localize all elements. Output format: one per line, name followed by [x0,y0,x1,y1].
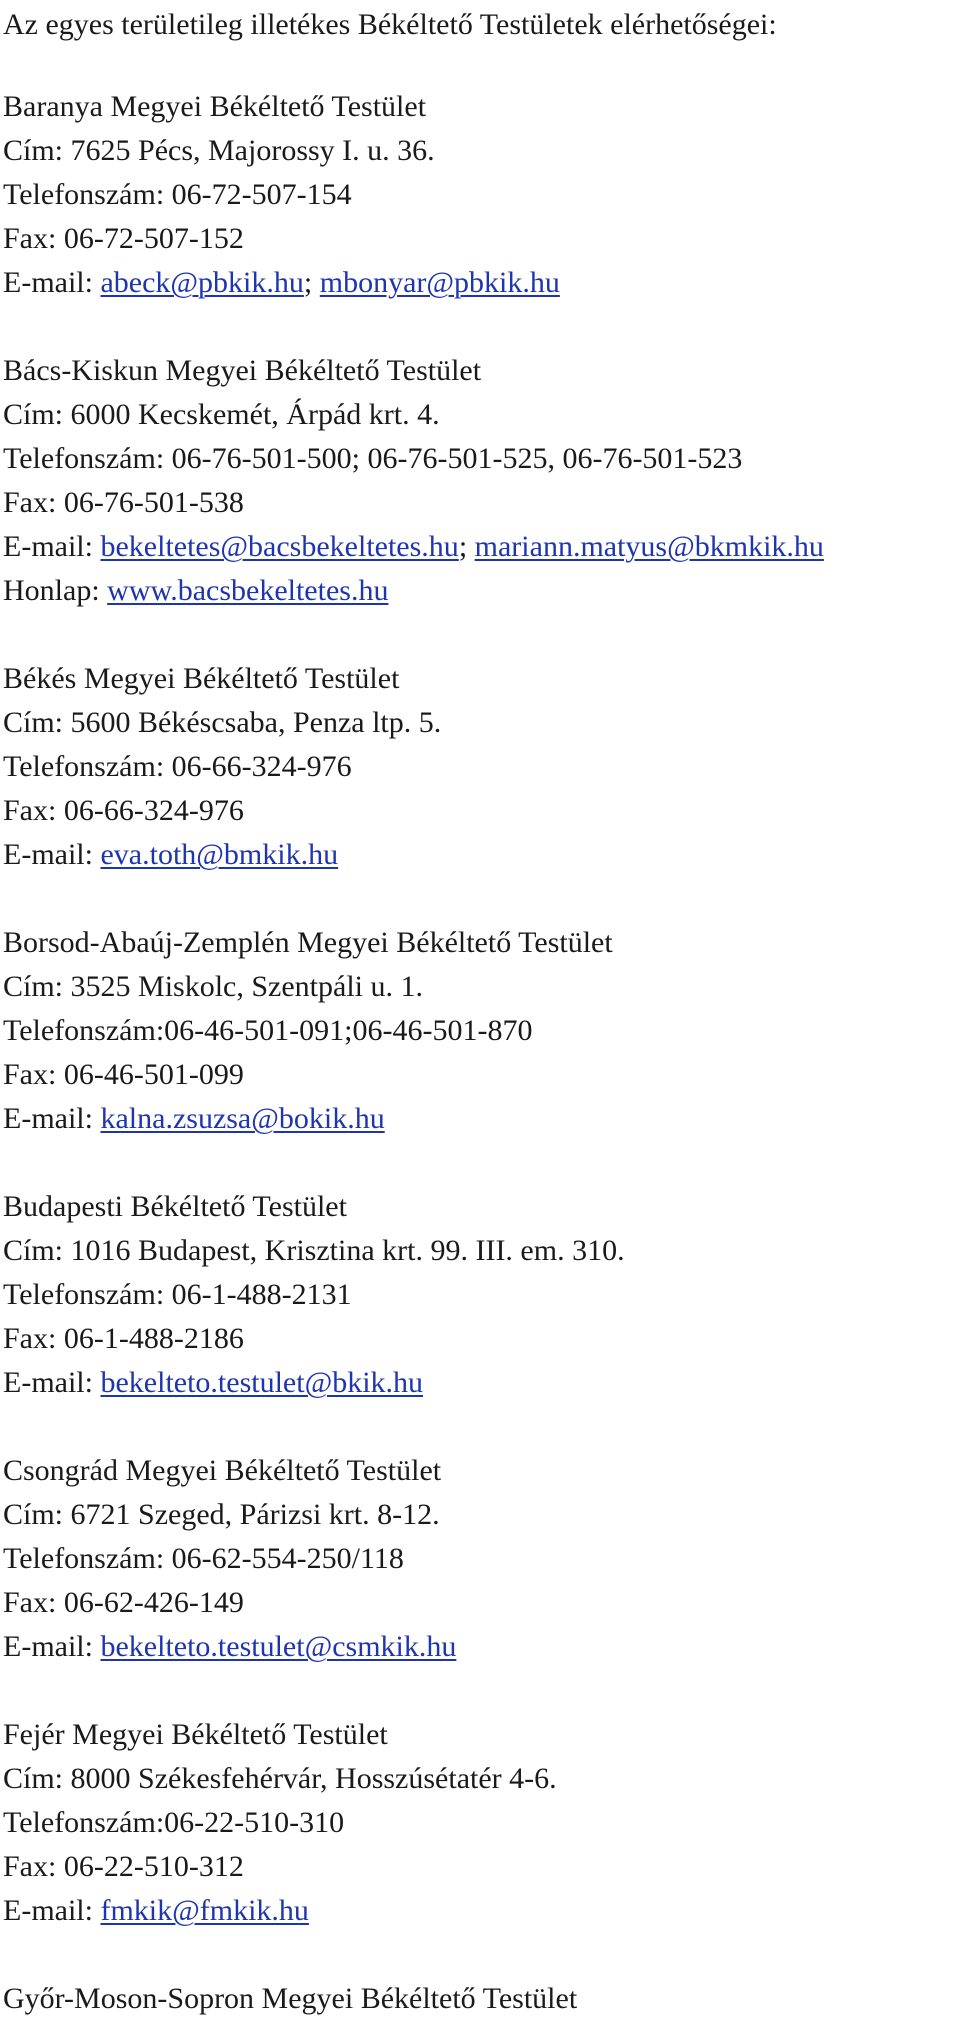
website-line-bacs-kiskun: Honlap: www.bacsbekeltetes.hu [3,574,389,607]
email-line-borsod: E-mail: kalna.zsuzsa@bokik.hu [3,1102,385,1135]
email-link[interactable]: mariann.matyus@bkmkik.hu [474,530,824,563]
body-name-csongrad: Csongrád Megyei Békéltető Testület [3,1454,442,1487]
address-line-bekes: Cím: 5600 Békéscsaba, Penza ltp. 5. [3,706,442,739]
address-line-budapest: Cím: 1016 Budapest, Krisztina krt. 99. III. em. 310. [3,1234,625,1267]
fax-line-borsod: Fax: 06-46-501-099 [3,1058,244,1091]
body-name-borsod: Borsod-Abaúj-Zemplén Megyei Békéltető Testület [3,926,613,959]
address-line-bacs-kiskun: Cím: 6000 Kecskemét, Árpád krt. 4. [3,398,440,431]
email-line-bekes: E-mail: eva.toth@bmkik.hu [3,838,339,871]
email-line-fejer: E-mail: fmkik@fmkik.hu [3,1894,309,1927]
email-line-budapest: E-mail: bekelteto.testulet@bkik.hu [3,1366,424,1399]
body-name-bacs-kiskun: Bács-Kiskun Megyei Békéltető Testület [3,354,482,387]
fax-line-budapest: Fax: 06-1-488-2186 [3,1322,244,1355]
body-name-baranya: Baranya Megyei Békéltető Testület [3,90,427,123]
address-line-csongrad: Cím: 6721 Szeged, Párizsi krt. 8-12. [3,1498,440,1531]
fax-line-baranya: Fax: 06-72-507-152 [3,222,244,255]
email-link[interactable]: kalna.zsuzsa@bokik.hu [100,1102,385,1135]
phone-line-bekes: Telefonszám: 06-66-324-976 [3,750,352,783]
fax-line-fejer: Fax: 06-22-510-312 [3,1850,244,1883]
email-link[interactable]: abeck@pbkik.hu [100,266,304,299]
phone-line-fejer: Telefonszám:06-22-510-310 [3,1806,345,1839]
phone-line-csongrad: Telefonszám: 06-62-554-250/118 [3,1542,404,1575]
intro-heading: Az egyes területileg illetékes Békéltető Testületek elérhetőségei: [3,8,777,41]
email-link[interactable]: mbonyar@pbkik.hu [319,266,560,299]
fax-line-csongrad: Fax: 06-62-426-149 [3,1586,244,1619]
phone-line-baranya: Telefonszám: 06-72-507-154 [3,178,352,211]
email-link[interactable]: eva.toth@bmkik.hu [100,838,339,871]
body-name-budapest: Budapesti Békéltető Testület [3,1190,347,1223]
fax-line-bacs-kiskun: Fax: 06-76-501-538 [3,486,244,519]
address-line-baranya: Cím: 7625 Pécs, Majorossy I. u. 36. [3,134,435,167]
phone-line-bacs-kiskun: Telefonszám: 06-76-501-500; 06-76-501-525, 06-76-501-523 [3,442,743,475]
email-line-csongrad: E-mail: bekelteto.testulet@csmkik.hu [3,1630,457,1663]
body-name-gyor: Győr-Moson-Sopron Megyei Békéltető Testület [3,1982,578,2015]
email-link[interactable]: bekelteto.testulet@csmkik.hu [100,1630,457,1663]
email-line-baranya: E-mail: abeck@pbkik.hu; mbonyar@pbkik.hu [3,266,560,299]
body-name-fejer: Fejér Megyei Békéltető Testület [3,1718,388,1751]
phone-line-budapest: Telefonszám: 06-1-488-2131 [3,1278,352,1311]
address-line-fejer: Cím: 8000 Székesfehérvár, Hosszúsétatér 4-6. [3,1762,557,1795]
address-line-borsod: Cím: 3525 Miskolc, Szentpáli u. 1. [3,970,423,1003]
email-link[interactable]: fmkik@fmkik.hu [100,1894,309,1927]
email-link[interactable]: bekeltetes@bacsbekeltetes.hu [100,530,459,563]
body-name-bekes: Békés Megyei Békéltető Testület [3,662,400,695]
fax-line-bekes: Fax: 06-66-324-976 [3,794,244,827]
phone-line-borsod: Telefonszám:06-46-501-091;06-46-501-870 [3,1014,533,1047]
email-line-bacs-kiskun: E-mail: bekeltetes@bacsbekeltetes.hu; mariann.matyus@bkmkik.hu [3,530,824,563]
email-link[interactable]: bekelteto.testulet@bkik.hu [100,1366,424,1399]
website-link[interactable]: www.bacsbekeltetes.hu [107,574,389,607]
